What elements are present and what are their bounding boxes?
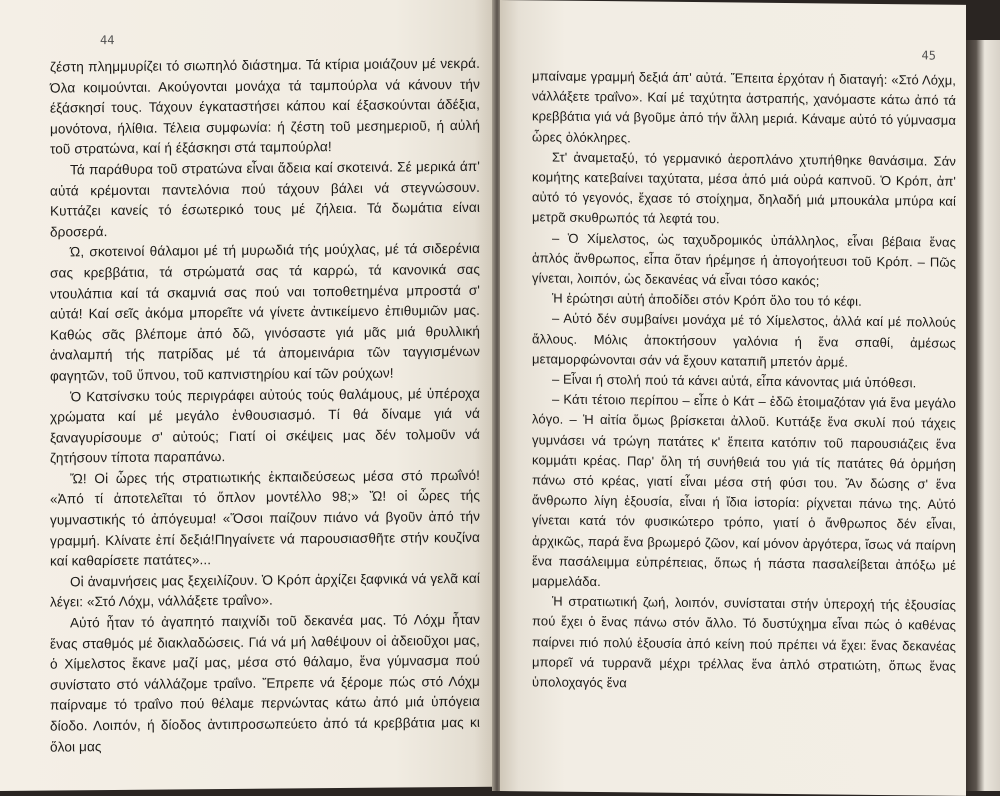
paragraph: ζέστη πλημμυρίζει τό σιωπηλό διάστημα. Τά κτίρια μοιάζουν μέ νεκρά. Όλα κοιμούνται. Ακούγονται μονάχα τά ταμπούρλα νά κάνουν τήν έξάσκησί τους. Τάχουν έγκαταστήσει κάπου καί έξασκούνται άδέξια, μονότονα, ήλίθια. Τέλεια συμφωνία: ή ζέστη τοῦ μεσημεριοῦ, ή αὐλή τοῦ στρατώνα, καί ή έξάσκησι στά ταμπούρλα!: [50, 55, 480, 157]
paragraph: μπαίναμε γραμμή δεξιά άπ' αὐτά. Ἔπειτα ἐρχόταν ή διαταγή: «Στό Λόχμ, νάλλάξετε τραΐνο». Καί μέ ταχύτητα ἀστραπής, χανόμαστε κάτω ἀπό τά κρεββάτια γιά νά βγοῦμε ἀπό τήν ἄλλη μεριά. Κάναμε αὐτό τό γύμνασμα ὧρες ὁλόκληρες.: [532, 68, 956, 145]
left-page-text: [50, 54, 480, 758]
paragraph: – Κάτι τέτοιο περίπου – εἶπε ὁ Κάτ – ἐδῶ ἑτοιμαζόταν γιά ἕνα μεγάλο λόγο. – Ἡ αἰτία ὅμως βρίσκεται ἀλλοῦ. Κυττάξε ἕνα σκυλί πού τάχεις γυμνάσει νά τρώγη πατάτες κ' ἔπειτα κατόπιν τοῦ παρουσιάζεις ἕνα κομμάτι κρέας. Παρ' ὅλη τή συνήθειά του γιά τίς πατάτες θά ὁρμήση πάνω στό κρέας, γιατί εἶναι μέσα στή φύσι του. Ἄν δώσης σ' ἕνα ἄνθρωπο λίγη ἐξουσία, εἶναι ή ἴδια ἱστορία: ρίχνεται πάνω της. Αὐτό γίνεται κατά τόν φυσικώτερο τρόπο, γιατί ὁ ἄνθρωπος δέν εἶναι, ἀρχικῶς, παρά ἕνα βρωμερό ζῶον, καί μόνον ἀργότερα, ἴσως νά παίρνη ἕνα πασάλειμμα εὐπρέπειας, ὅπως ή πάστα πασαλείβεται ἀπόξω μέ μαρμελάδα.: [532, 391, 956, 590]
paragraph: Ὤ! Οἱ ὧρες τής στρατιωτικής ἐκπαιδεύσεως μέσα στό πρωΐνό! «Ἀπό τί ἀποτελεῖται τό ὅπλον μοντέλλο 98;» Ὤ! οἱ ὧρες τής γυμναστικής τό ἀπόγευμα! «Ὅσοι παίζουν πιάνο νά βγοῦν ἀπό τήν γραμμή. Κλίνατε ἐπί δεξιά!Πηγαίνετε νά παρουσιασθῆτε στήν κουζίνα καί καθαρίσετε πατάτες»...: [50, 467, 480, 569]
left-page: [0, 0, 494, 791]
paragraph: Ἡ στρατιωτική ζωή, λοιπόν, συνίσταται στήν ὑπεροχή τής ἐξουσίας πού ἔχει ὁ ἕνας πάνω στόν ἄλλο. Τό δυστύχημα εἶναι πώς ὁ καθένας παίρνει πιό πολύ ἐξουσία ἀπό κείνη πού πρέπει νά ἔχει: ἕνας δεκανέας μπορεῖ νά τυρρανᾶ μέχρι τρέλλας ἕνα ἁπλό στρατιώτη, ὅπως ἕνας ὑπολοχαγός ἕνα: [532, 593, 956, 691]
book-edge: [966, 40, 1000, 791]
paragraph: Ἡ ἐρώτησι αὐτή ἀποδίδει στόν Κρόπ ὅλο του τό κέφι.: [552, 290, 862, 310]
paragraph: Τά παράθυρα τοῦ στρατώνα εἶναι ἄδεια καί σκοτεινά. Σέ μερικά άπ' αὐτά κρέμονται παντελόνια πού τάχουν βάλει νά στεγνώσουν. Κυττάζει κανείς τό έσωτερικό τους μέ ζήλεια. Τά δωμάτια είναι δροσερά.: [50, 158, 480, 240]
paragraph: – Εἶναι ή στολή πού τά κάνει αὐτά, εἶπα κάνοντας μιά ὑπόθεσι.: [552, 371, 917, 391]
paragraph: Ὁ Κατσίνσκυ τούς περιγράφει αὐτούς τούς θαλάμους, μέ ὑπέροχα χρώματα καί μέ μεγάλο ἐνθουσιασμό. Τί θά δίναμε γιά νά ξαναγυρίσουμε σ' αὐτούς; Γιατί οἱ σκέψεις μας δέν τολμοῦν νά ζητήσουν τίποτα παραπάνω.: [50, 385, 480, 466]
paragraph: Αὐτό ἦταν τό ἀγαπητό παιχνίδι τοῦ δεκανέα μας. Τό Λόχμ ἦταν ἕνας σταθμός μέ διακλαδώσεις. Γιά νά μή λαθέψουν οἱ ἀδειοῦχοι μας, ὁ Χίμελστος ἔκανε μαζί μας, μέσα στό θάλαμο, ἕνα γύμνασμα πού συνίστατο στό νάλλάζομε τραΐνο. Ἔπρεπε νά ξέρομε πώς στό Λόχμ παίρναμε τό τραΐνο πού θέλαμε περνώντας κάτω ἀπό μιά ὑπόγεια δίοδο. Λοιπόν, ή δίοδος ἀντιπροσωπεύετο ἀπό τά κρεββάτια μας κι ὅλοι μας: [50, 611, 480, 755]
paragraph: Ώ, σκοτεινοί θάλαμοι μέ τή μυρωδιά τής μούχλας, μέ τά σιδερένια σας κρεββάτια, τά στρώματά σας τά καρρώ, τά κανονικά σας ντουλάπια καί τά σκαμνιά σας πού ναι τοποθετημένα μπροστά σ' αὐτά! Καί σεῖς ἀκόμα μπορεῖτε νά γίνετε ἀντικείμενο ἐπιθυμιῶν μας. Καθώς σᾶς βλέπομε ἀπό δῶ, γινόσαστε γιά μᾶς μιά θρυλλική ἀναλαμπή τής πατρίδας μέ τά ἀπομεινάρια τῶν ταγγισμένων φαγητῶν, τοῦ ὕπνου, τοῦ καπνιστηρίου καί τῶν ρούχων!: [50, 241, 480, 384]
paragraph: – Ὁ Χίμελστος, ὡς ταχυδρομικός ὑπάλληλος, εἶναι βέβαια ἕνας ἁπλός ἄνθρωπος, εἶπα ὅταν ήρέμησε ή ἀπογοήτευσι τοῦ Κρόπ. – Πῶς γίνεται, λοιπόν, ὡς δεκανέας νά εἶναι τόσο κακός;: [532, 230, 956, 289]
right-page: [500, 0, 966, 796]
right-page-text: [532, 66, 956, 697]
paragraph: Στ' ἀναμεταξύ, τό γερμανικό ἀεροπλάνο χτυπήθηκε θανάσιμα. Σάν κομήτης κατεβαίνει ταχύτατα, μέσα ἀπό μιά οὐρά καπνοῦ. Ὁ Κρόπ, ἀπ' αὐτό τό γεγονός, ἔχασε τό στοίχημα, δηλαδή μιά μπουκάλα μπύρα καί μετρᾶ σκυθρωπός τά λεφτά του.: [532, 149, 956, 227]
paragraph: Οἱ ἀναμνήσεις μας ξεχειλίζουν. Ὁ Κρόπ ἀρχίζει ξαφνικά νά γελᾶ καί λέγει: «Στό Λόχμ, νάλλάξετε τραΐνο».: [50, 570, 480, 611]
page-number-left: 44: [100, 33, 115, 48]
page-number-right: 45: [921, 48, 936, 63]
paragraph: – Αὐτό δέν συμβαίνει μονάχα μέ τό Χίμελστος, ἀλλά καί μέ πολλούς ἄλλους. Μόλις ἀποκτήσουν γαλόνια ή ἕνα σπαθί, ἀμέσως μεταμορφώνονται σάν νά ἔχουν καταπιῆ μπετόν ἀρμέ.: [532, 310, 956, 370]
